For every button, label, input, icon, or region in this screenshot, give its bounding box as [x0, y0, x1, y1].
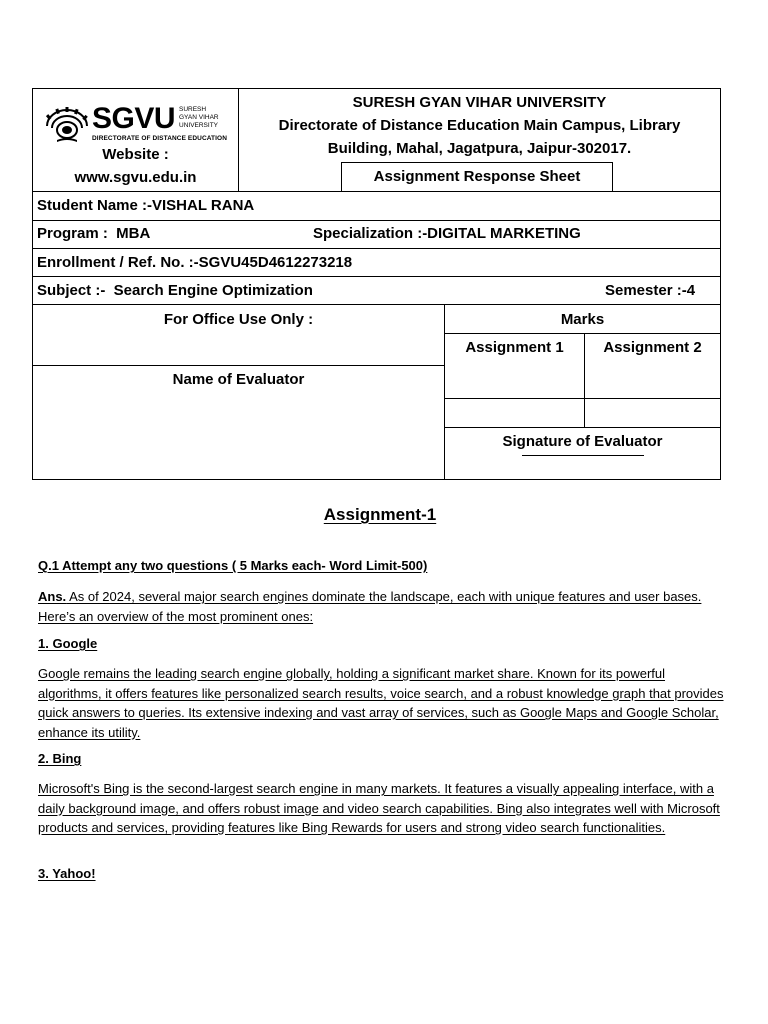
marks-label: Marks	[560, 311, 605, 328]
assignment-title: Assignment-1	[323, 505, 437, 524]
question-heading: Q.1 Attempt any two questions ( 5 Marks each- Word Limit-500)	[38, 558, 428, 573]
office-use-label: For Office Use Only :	[163, 311, 314, 328]
university-name: SURESH GYAN VIHAR UNIVERSITY	[352, 94, 607, 111]
answer-intro-text: As of 2024, several major search engines dominate the landscape, each with unique features and user bases. Here’s an overview of the most prominent ones:	[38, 589, 702, 624]
subject: Subject :- Search Engine Optimization	[37, 282, 313, 299]
evaluator-signature-label: Signature of Evaluator	[502, 433, 663, 450]
logo-line2: GYAN VIHAR	[179, 114, 219, 121]
section-text: Microsoft's Bing is the second-largest search engine in many markets. It features a visually appealing interface, with a daily background image, and offers robust image and video search capabilities. Bing also integrates well with Microsoft products and services, providing features like Bing Rewards for users and strong video search functionalities.	[38, 781, 720, 835]
program: Program : MBA	[37, 225, 151, 242]
student-name: Student Name :-VISHAL RANA	[37, 197, 255, 214]
specialization: Specialization :-DIGITAL MARKETING	[313, 225, 581, 242]
logo-line3: UNIVERSITY	[179, 122, 219, 129]
enrollment-number: Enrollment / Ref. No. :-SGVU45D4612273218	[37, 254, 353, 271]
section-heading: 2. Bing	[38, 751, 82, 766]
answer-label: Ans.	[38, 589, 67, 604]
university-logo	[44, 104, 234, 148]
assignment-1-label: Assignment 1	[465, 339, 564, 356]
section-heading: 1. Google	[38, 636, 98, 651]
assignment-2-label: Assignment 2	[603, 339, 702, 356]
logo-brand: SGVU	[92, 102, 176, 135]
section-text: Google remains the leading search engine globally, holding a significant market share. Known for its powerful algorithms, it offers features like personalized search results, voice search, and a robust knowledge graph that provides quick answers to queries. Its extensive indexing and vast array of services, such as Google Maps and Google Scholar, enhance its utility.	[38, 666, 724, 740]
logo-line1: SURESH	[179, 106, 207, 113]
website-url[interactable]: www.sgvu.edu.in	[74, 169, 197, 186]
logo-tagline: DIRECTORATE OF DISTANCE EDUCATION	[92, 135, 227, 142]
answer-intro	[38, 587, 728, 626]
sheet-title: Assignment Response Sheet	[373, 168, 581, 185]
section-heading: 3. Yahoo!	[38, 866, 96, 881]
semester: Semester :-4	[605, 282, 696, 299]
address-line-2: Building, Mahal, Jagatpura, Jaipur-302017.	[327, 140, 632, 157]
sgvu-emblem-icon	[44, 106, 90, 144]
evaluator-name-label: Name of Evaluator	[172, 371, 305, 388]
address-line-1: Directorate of Distance Education Main Campus, Library	[278, 117, 681, 134]
website-label: Website :	[102, 146, 169, 163]
